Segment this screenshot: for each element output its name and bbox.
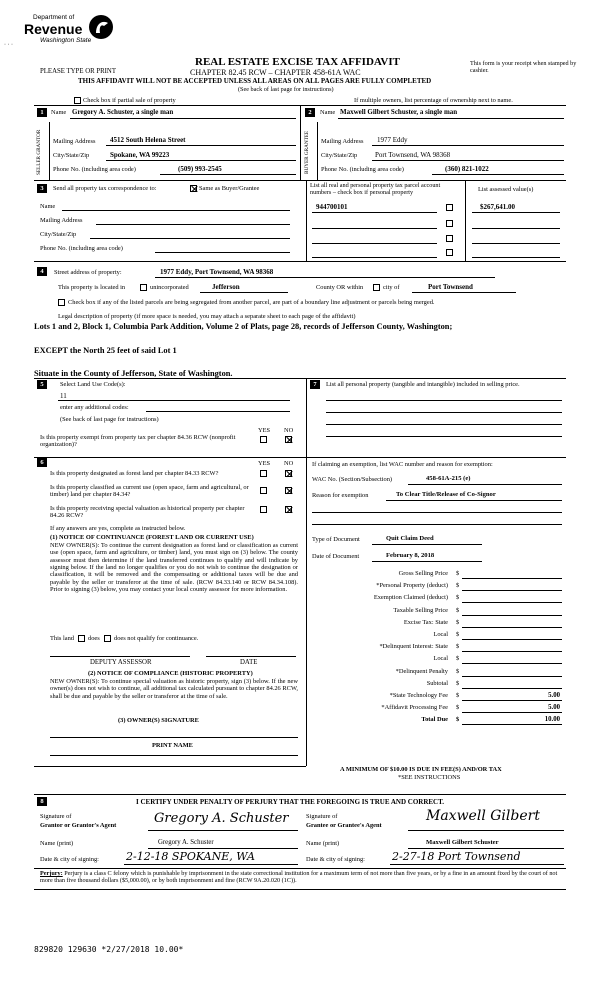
fee-line [462, 615, 562, 616]
cashier-stamp: 829820 129630 *2/27/2018 10.00* [34, 945, 184, 954]
rule [90, 238, 290, 239]
street-address-field[interactable]: 1977 Eddy, Port Townsend, WA 98368 [160, 268, 274, 276]
certify-statement: I CERTIFY UNDER PENALTY OF PERJURY THAT THE FOREGOING IS TRUE AND CORRECT. [136, 798, 445, 806]
divider [306, 378, 307, 766]
seller-address-label: Mailing Address [53, 138, 96, 145]
rule [155, 252, 290, 253]
rule [34, 261, 566, 262]
divider [317, 122, 318, 180]
perjury-label: Perjury: [40, 870, 63, 877]
grantor-signature[interactable]: Gregory A. Schuster [154, 811, 289, 826]
personal-property-checkbox-2[interactable] [446, 220, 453, 227]
segregated-label: Check box if any of the listed parcels are being segregated from another parcel, are part of a boundary line adjustment or parcels being merged. [68, 299, 435, 306]
buyer-city-field[interactable]: Port Townsend, WA 98368 [375, 151, 451, 159]
section-6-marker: 6 [37, 458, 47, 467]
buyer-phone-field[interactable]: (360) 821-1022 [445, 165, 489, 173]
fee-label: *Affidavit Processing Fee [381, 704, 448, 712]
does-label: does [88, 635, 100, 642]
fee-label: Gross Selling Price [398, 570, 448, 577]
exemption-question: If claiming an exemption, list WAC number and reason for exemption: [312, 461, 493, 468]
unincorporated-checkbox[interactable] [140, 284, 147, 291]
does-not-label: does not qualify for continuance. [114, 635, 199, 642]
rule [146, 411, 290, 412]
wac-label: WAC No. (Section/Subsection) [312, 476, 393, 483]
grantee-date-label: Date & city of signing: [306, 856, 365, 863]
parcel-header: List all real and personal property tax parcel account numbers – check box if personal property [310, 182, 441, 197]
warning-text: THIS AFFIDAVIT WILL NOT BE ACCEPTED UNLESS ALL AREAS ON ALL PAGES ARE FULLY COMPLETED [78, 77, 432, 85]
grantee-name-label: Name (print) [306, 840, 340, 847]
fee-label: Local [433, 655, 448, 663]
fee-label: *Delinquent Interest: State [379, 643, 448, 651]
if-yes-note: If any answers are yes, complete as instructed below. [50, 525, 186, 532]
grantee-date-field[interactable]: 2-27-18 Port Townsend [392, 850, 521, 863]
reason-field[interactable]: To Clear Title/Release of Co-Signor [396, 491, 496, 498]
wac-field[interactable]: 458-61A-215 (e) [426, 475, 471, 482]
section-3-marker: 3 [37, 184, 47, 193]
historic-no-checkbox[interactable] [285, 506, 292, 513]
rule [312, 512, 562, 513]
seller-city-label: City/State/Zip [53, 152, 90, 159]
rule [155, 277, 495, 278]
fee-currency: $ [456, 716, 460, 724]
notice-2-body: NEW OWNER(S): To continue special valuation as historic property, sign (3) below. If the new owner(s) does not wish to continue, all additional tax calculated pursuant to chapter 84.26 RCW, shall be due and payable by the seller or transferor at the time of sale. [50, 678, 298, 700]
rule [326, 412, 562, 413]
buyer-city-label: City/State/Zip [321, 152, 358, 159]
exempt-no-checkbox[interactable] [285, 436, 292, 443]
fee-label: Total Due [421, 716, 448, 724]
see-back-note: (See back of last page for instructions) [238, 86, 334, 93]
rule [372, 544, 482, 545]
rule [312, 228, 437, 229]
seller-phone-field[interactable]: (509) 993-2545 [178, 165, 222, 173]
forest-yes-checkbox[interactable] [260, 470, 267, 477]
rule [200, 292, 288, 293]
buyer-phone-label: Phone No. (including area code) [321, 166, 404, 173]
divider [465, 180, 466, 261]
city-of-label: city of [383, 284, 400, 291]
rule [34, 794, 566, 795]
fee-line [462, 639, 562, 640]
fee-line [462, 627, 562, 628]
see-instructions-note: *SEE INSTRUCTIONS [398, 774, 461, 781]
form-subtitle: CHAPTER 82.45 RCW – CHAPTER 458-61A WAC [190, 68, 361, 77]
section-2-marker: 2 [305, 108, 315, 117]
fee-amount[interactable]: 10.00 [544, 716, 560, 724]
unincorporated-label: unincorporated [150, 284, 189, 291]
rule [148, 830, 298, 831]
divider [49, 122, 50, 180]
rule [312, 257, 437, 258]
additional-codes-label: enter any additional codes: [60, 404, 129, 411]
land-use-see-back: (See back of last page for instructions) [60, 416, 159, 423]
personal-property-label: List all personal property (tangible and intangible) included in selling price. [326, 381, 520, 388]
s6-no-header: NO [284, 460, 294, 467]
rule [34, 766, 306, 767]
historic-yes-checkbox[interactable] [260, 506, 267, 513]
seller-city-field[interactable]: Spokane, WA 99223 [110, 151, 170, 159]
assessed-header: List assessed value(s) [478, 186, 534, 193]
fee-currency: $ [456, 631, 460, 638]
rule [148, 848, 298, 849]
land-use-label: Select Land Use Code(s): [60, 381, 126, 388]
divider [306, 180, 307, 261]
fee-currency: $ [456, 655, 460, 663]
this-land-label: This land [50, 635, 74, 642]
rule [472, 228, 560, 229]
notice-1-body: NEW OWNER(S): To continue the current designation as forest land or classification as current use (open space, farm and agriculture, or timber) land, you must sign on (3) below. The county assessor must then determine if the land transferred continues to qualify and will indicate by signing below. If the land no longer qualifies or you do not wish to continue the designation or classification, it will be removed and the compensating or additional taxes will be due and payable by the seller or transferor at the time of sale. (RCW 84.33.140 or RCW 84.34.108). Prior to signing (3) below, you may contact your local county assessor for more information. [50, 542, 298, 594]
fee-currency: $ [456, 594, 460, 602]
rule [372, 160, 564, 161]
same-as-buyer-checkbox[interactable] [190, 185, 197, 192]
fee-line [462, 602, 562, 603]
logo-name: Revenue [24, 21, 83, 37]
current-use-question: Is this property classified as current use (open space, farm and agricultural, or timber) land per chapter 84.34? [50, 484, 249, 499]
assessed-value-field[interactable]: $267,641.00 [480, 203, 515, 211]
rule [70, 118, 296, 119]
rule [338, 118, 564, 119]
rule [432, 174, 564, 175]
perjury-notice [40, 870, 564, 884]
rule [326, 436, 562, 437]
same-as-buyer-label: Same as Buyer/Grantee [199, 185, 260, 192]
land-use-field[interactable]: 11 [60, 392, 67, 400]
fee-label: *Delinquent Penalty [395, 667, 448, 675]
rule [124, 864, 298, 865]
seller-name-label: Name [51, 109, 67, 116]
rule [50, 656, 190, 657]
rule [312, 243, 437, 244]
legal-desc-label: Legal description of property (if more space is needed, you may attach a separate sheet to each page of the affidavit) [58, 313, 356, 320]
legal-desc-line-3[interactable]: Situate in the County of Jefferson, State of Washington. [34, 369, 233, 378]
fee-line [462, 651, 562, 652]
historic-question: Is this property receiving special valuation as historical property per chapter 84.26 RCW? [50, 505, 245, 520]
grantor-date-label: Date & city of signing: [40, 856, 99, 863]
rule [34, 868, 566, 869]
located-in-label: This property is located in [58, 284, 126, 291]
fee-label: *State Technology Fee [389, 692, 448, 699]
logo-dept: Department of [33, 14, 75, 21]
fee-label: Exemption Claimed (deduct) [373, 594, 448, 602]
rule [408, 484, 562, 485]
rule [472, 212, 560, 213]
fee-line [462, 688, 562, 689]
grantor-date-field[interactable]: 2-12-18 SPOKANE, WA [126, 850, 255, 863]
grantor-name-label: Name (print) [40, 840, 74, 847]
rule [408, 848, 564, 849]
fee-line [462, 724, 562, 725]
seller-name-field[interactable]: Gregory A. Schuster, a single man [72, 108, 174, 116]
fee-currency: $ [456, 679, 460, 687]
doc-date-field[interactable]: February 8, 2018 [386, 552, 435, 559]
rule [372, 561, 482, 562]
owner-signature-label: (3) OWNER(S) SIGNATURE [118, 717, 199, 724]
rule [408, 830, 564, 831]
grantee-sig-label-2: Grantee or Grantee's Agent [306, 822, 382, 829]
personal-property-checkbox-4[interactable] [446, 249, 453, 256]
partial-sale-label: Check box if partial sale of property [83, 97, 176, 104]
notice-2-title: (2) NOTICE OF COMPLIANCE (HISTORIC PROPERTY) [88, 670, 253, 677]
current-use-no-checkbox[interactable] [285, 487, 292, 494]
rule [58, 400, 290, 401]
section-4-marker: 4 [37, 267, 47, 276]
rule [34, 180, 566, 181]
street-label: Street address of property: [54, 269, 122, 276]
logo-state: Washington State [40, 37, 92, 44]
s3-name-label: Name [40, 203, 56, 210]
county-or-label: County OR within [316, 284, 364, 291]
fee-currency: $ [456, 618, 460, 626]
revenue-emblem-icon [88, 14, 114, 40]
reason-label: Reason for exemption [312, 492, 369, 499]
rule [412, 292, 516, 293]
rule [34, 378, 566, 379]
buyer-address-field[interactable]: 1977 Eddy [377, 136, 408, 144]
buyer-side-label: BUYER GRANTEE [304, 130, 310, 174]
parcel-number-field[interactable]: 944700101 [316, 203, 348, 211]
fee-line [462, 590, 562, 591]
fee-amount[interactable]: 5.00 [548, 704, 560, 712]
s3-address-label: Mailing Address [40, 217, 83, 224]
fee-currency: $ [456, 643, 460, 651]
forest-question: Is this property designated as forest land per chapter 84.33 RCW? [50, 470, 219, 477]
print-name-line[interactable] [50, 755, 298, 756]
does-qualify-checkbox[interactable] [78, 635, 85, 642]
fee-label: *Personal Property (deduct) [376, 582, 448, 590]
grantee-name-field[interactable]: Maxwell Gilbert Schuster [426, 839, 499, 846]
s6-yes-header: YES [258, 460, 271, 467]
section-5-marker: 5 [37, 380, 47, 389]
grantee-sig-label: Signature of [306, 813, 338, 820]
rule [386, 500, 562, 501]
fee-currency: $ [456, 667, 460, 675]
divider [300, 105, 301, 180]
rule [106, 145, 296, 146]
buyer-address-label: Mailing Address [321, 138, 364, 145]
rule [34, 889, 566, 890]
fee-currency: $ [456, 606, 460, 614]
fee-currency: $ [456, 704, 460, 712]
does-not-qualify-checkbox[interactable] [104, 635, 111, 642]
section-1-marker: 1 [37, 108, 47, 117]
fee-label: Excise Tax: State [403, 618, 448, 626]
doc-date-label: Date of Document [312, 553, 360, 560]
city-field[interactable]: Port Townsend [428, 283, 473, 291]
grantee-signature[interactable]: Maxwell Gilbert [426, 808, 540, 824]
section-7-marker: 7 [310, 380, 320, 389]
form-title: REAL ESTATE EXCISE TAX AFFIDAVIT [195, 56, 400, 68]
doc-type-label: Type of Document [312, 536, 360, 543]
deputy-assessor-label: DEPUTY ASSESSOR [90, 659, 152, 666]
rule [96, 224, 290, 225]
fee-label: Subtotal [426, 679, 448, 687]
personal-property-checkbox-3[interactable] [446, 235, 453, 242]
fee-line [462, 676, 562, 677]
rule [472, 257, 560, 258]
rule [326, 400, 562, 401]
fee-line [462, 712, 562, 713]
minimum-note: A MINIMUM OF $10.00 IS DUE IN FEE(S) AND/OR TAX [340, 766, 502, 773]
perjury-text: Perjury is a class C felony which is punishable by imprisonment in the state correctional institution for a maximum term of not more than five years, or by a fine in an amount fixed by the court of not more than five thousand dollars ($5,000.00), or by both imprisonment and fine (RCW 9A.20.020 (1C)). [40, 870, 558, 885]
county-field[interactable]: Jefferson [212, 283, 240, 291]
rule [34, 457, 566, 458]
rule [106, 160, 296, 161]
exempt-yes-checkbox[interactable] [260, 436, 267, 443]
exempt-question: Is this property exempt from property tax per chapter 84.36 RCW (nonprofit organization)? [40, 434, 236, 449]
within-city-checkbox[interactable] [373, 284, 380, 291]
send-to-label: Send all property tax correspondence to: [53, 185, 157, 192]
s5-yes-header: YES [258, 427, 271, 434]
seller-side-label: SELLER GRANTOR [36, 129, 42, 175]
rule [390, 864, 564, 865]
legal-desc-line-1[interactable]: Lots 1 and 2, Block 1, Columbia Park Addition, Volume 2 of Plats, page 28, records of Jefferson County, Washington; [34, 322, 453, 331]
seller-phone-label: Phone No. (including area code) [53, 166, 136, 173]
rule [62, 210, 290, 211]
s3-phone-label: Phone No. (including area code) [40, 245, 123, 252]
scan-dots: · · · [4, 42, 13, 48]
fee-line [462, 663, 562, 664]
owner-signature-line[interactable] [50, 737, 298, 738]
section-8-marker: 8 [37, 797, 47, 806]
segregated-checkbox[interactable] [58, 299, 65, 306]
fee-line [462, 700, 562, 701]
personal-property-checkbox-1[interactable] [446, 204, 453, 211]
rule [160, 174, 296, 175]
rule [312, 524, 562, 525]
print-name-label: PRINT NAME [152, 742, 193, 749]
grantor-sig-label: Signature of [40, 813, 72, 820]
please-type: PLEASE TYPE OR PRINT [40, 68, 116, 75]
fee-label: Local [433, 631, 448, 638]
notice-1-title: (1) NOTICE OF CONTINUANCE (FOREST LAND OR CURRENT USE) [50, 534, 254, 541]
fee-amount[interactable]: 5.00 [548, 692, 560, 699]
buyer-name-label: Name [320, 109, 336, 116]
partial-sale-checkbox[interactable] [74, 97, 81, 104]
rule [472, 243, 560, 244]
legal-desc-line-2[interactable]: EXCEPT the North 25 feet of said Lot 1 [34, 346, 177, 355]
buyer-name-field[interactable]: Maxwell Gilbert Schuster, a single man [340, 108, 458, 116]
current-use-yes-checkbox[interactable] [260, 487, 267, 494]
receipt-note: This form is your receipt when stamped by cashier. [470, 60, 577, 75]
grantor-sig-label-2: Grantor or Grantor's Agent [40, 822, 117, 829]
s5-no-header: NO [284, 427, 294, 434]
rule [312, 212, 437, 213]
s3-city-label: City/State/Zip [40, 231, 77, 238]
forest-no-checkbox[interactable] [285, 470, 292, 477]
date-label: DATE [240, 659, 258, 666]
rule [206, 656, 296, 657]
seller-address-field[interactable]: 4512 South Helena Street [110, 136, 186, 144]
rule [326, 424, 562, 425]
rule [372, 145, 564, 146]
fee-line [462, 578, 562, 579]
fee-currency: $ [456, 582, 460, 590]
fee-currency: $ [456, 570, 460, 577]
multiple-owners-note: If multiple owners, list percentage of ownership next to name. [354, 97, 513, 104]
fee-currency: $ [456, 692, 460, 699]
fee-label: Taxable Selling Price [393, 606, 448, 614]
doc-type-field[interactable]: Quit Claim Deed [386, 535, 434, 542]
grantor-name-field[interactable]: Gregory A. Schuster [158, 839, 214, 846]
